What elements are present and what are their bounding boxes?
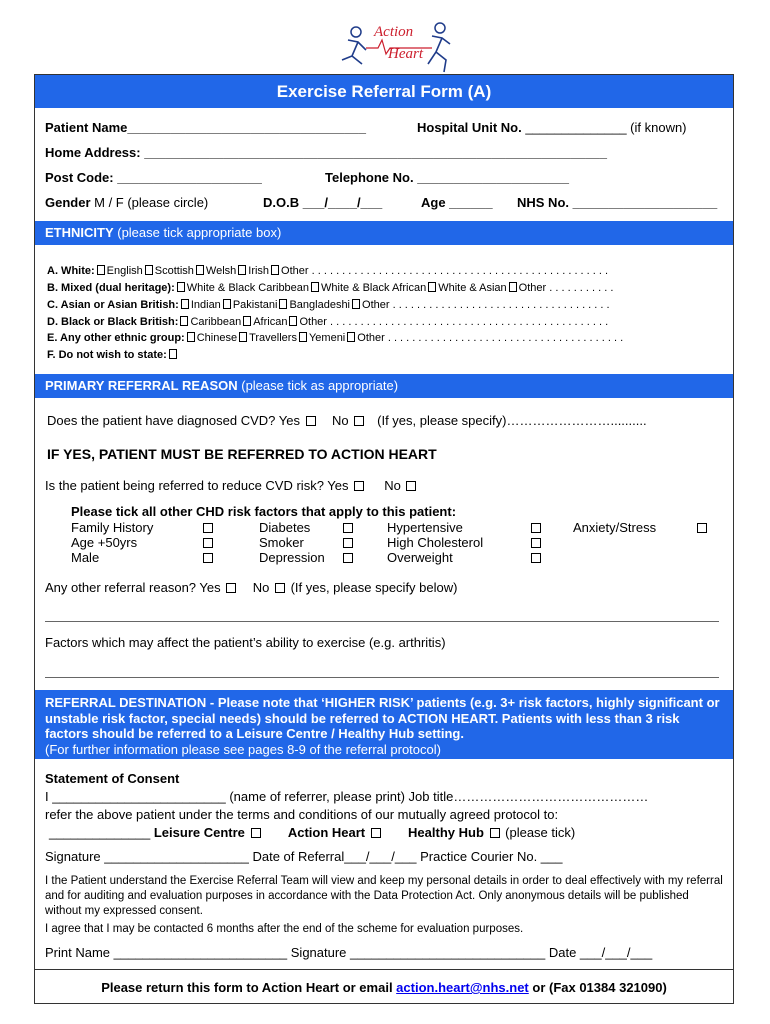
risk-factor-checkbox[interactable] bbox=[203, 538, 213, 548]
ethnicity-option-label: African bbox=[253, 316, 288, 328]
other-reason-line[interactable] bbox=[45, 621, 719, 622]
ethnicity-checkbox[interactable] bbox=[196, 265, 204, 275]
email-link[interactable]: action.heart@nhs.net bbox=[396, 980, 529, 995]
risk-factor-label: Hypertensive bbox=[387, 520, 463, 535]
ethnicity-option-label: White & Asian bbox=[438, 282, 507, 294]
cvd-specify: (If yes, please specify)…………………….......... bbox=[377, 413, 647, 428]
footer-prefix: Please return this form to Action Heart or email bbox=[101, 980, 397, 995]
risk-factors-heading: Please tick all other CHD risk factors that apply to this patient: bbox=[71, 504, 457, 519]
risk-factor-checkbox-cell bbox=[529, 535, 543, 550]
ethnicity-note: (please tick appropriate box) bbox=[113, 225, 282, 240]
reduce-yes-checkbox[interactable] bbox=[354, 481, 364, 491]
ethnicity-option-label: Other . . . . . . . . . . . . . . . . . . . . . . . . . . . . . . . . . . . . . . . . . . . . . . . . . bbox=[281, 265, 609, 277]
destination-choice bbox=[49, 825, 575, 840]
print-name-signature-row[interactable]: Print Name ________________________ Signature ___________________________ Date ___/___/___ bbox=[45, 945, 653, 960]
risk-factor-checkbox[interactable] bbox=[531, 553, 541, 563]
ethnicity-checkbox[interactable] bbox=[352, 299, 360, 309]
ethnicity-checkbox[interactable] bbox=[97, 265, 105, 275]
action-heart-logo bbox=[336, 20, 466, 76]
protocol-statement: refer the above patient under the terms and conditions of our mutually agreed protocol to: bbox=[45, 807, 559, 822]
action-heart-label: Action Heart bbox=[287, 825, 366, 840]
ethnicity-checkbox[interactable] bbox=[177, 282, 185, 292]
risk-factor-checkbox-cell bbox=[341, 550, 355, 565]
ethnicity-checkbox[interactable] bbox=[238, 265, 246, 275]
reduce-no-checkbox[interactable] bbox=[406, 481, 416, 491]
ethnicity-checkbox[interactable] bbox=[428, 282, 436, 292]
risk-factor-label: Family History bbox=[71, 520, 154, 535]
ethnicity-checkbox[interactable] bbox=[509, 282, 517, 292]
risk-factor-label: Diabetes bbox=[259, 520, 311, 535]
logo-text-action: Action bbox=[374, 24, 414, 40]
reduce-risk-question bbox=[45, 478, 418, 493]
ethnicity-heading: ETHNICITY bbox=[45, 225, 114, 240]
signature-row[interactable]: Signature ____________________ Date of Referral___/___/___ Practice Courier No. ___ bbox=[45, 849, 563, 864]
ethnicity-option-label: Other . . . . . . . . . . . . . . . . . . . . . . . . . . . . . . . . . . . . . . . bbox=[357, 332, 624, 344]
ethnicity-row bbox=[47, 332, 623, 344]
risk-factor-label: Smoker bbox=[259, 535, 304, 550]
risk-factor-checkbox[interactable] bbox=[697, 523, 707, 533]
risk-factor-checkbox[interactable] bbox=[203, 523, 213, 533]
destination-heading: REFERRAL DESTINATION bbox=[45, 695, 207, 710]
privacy-statement: I the Patient understand the Exercise Referral Team will view and keep my personal details in order to deal effectively with my referral and for auditing and evaluation purposes in accordance with the Data Protection Act. Only anonymous details will be published without my expressed consent. bbox=[45, 875, 723, 917]
leisure-centre-label: Leisure Centre bbox=[153, 825, 245, 840]
tick-note: (please tick) bbox=[505, 825, 576, 840]
other-reason-text: Any other referral reason? Yes bbox=[45, 580, 221, 595]
ethnicity-row bbox=[47, 349, 179, 361]
ethnicity-row-label: C. Asian or Asian British: bbox=[47, 299, 179, 311]
form-title: Exercise Referral Form (A) bbox=[35, 75, 733, 108]
leisure-centre-checkbox[interactable] bbox=[251, 828, 261, 838]
age-field[interactable]: Age ______ bbox=[421, 195, 493, 210]
ethnicity-option-label: Irish bbox=[248, 265, 270, 277]
footer-divider bbox=[35, 969, 733, 970]
healthy-hub-label: Healthy Hub bbox=[408, 825, 484, 840]
contact-agreement: I agree that I may be contacted 6 months after the end of the scheme for evaluation purposes. bbox=[45, 923, 524, 935]
ethnicity-option-label: Scottish bbox=[154, 265, 194, 277]
risk-factor-checkbox[interactable] bbox=[531, 523, 541, 533]
must-refer-notice: IF YES, PATIENT MUST BE REFERRED TO ACTION HEART bbox=[47, 446, 437, 462]
risk-factor-label: Depression bbox=[259, 550, 325, 565]
risk-factor-label: Age +50yrs bbox=[71, 535, 138, 550]
ethnicity-checkbox[interactable] bbox=[299, 332, 307, 342]
cvd-no-checkbox[interactable] bbox=[354, 416, 364, 426]
ethnicity-checkbox[interactable] bbox=[180, 316, 188, 326]
ethnicity-checkbox[interactable] bbox=[243, 316, 251, 326]
consent-heading: Statement of Consent bbox=[45, 771, 180, 786]
ethnicity-option-label: Other . . . . . . . . . . . . . . . . . . . . . . . . . . . . . . . . . . . . bbox=[362, 299, 610, 311]
home-address-field[interactable]: Home Address: ________________________________________________________________ bbox=[45, 145, 607, 160]
ethnicity-checkbox[interactable] bbox=[145, 265, 153, 275]
risk-factor-label: Anxiety/Stress bbox=[573, 520, 657, 535]
risk-factor-checkbox-cell bbox=[695, 520, 709, 535]
other-no-checkbox[interactable] bbox=[275, 583, 285, 593]
reduce-risk-text: Is the patient being referred to reduce CVD risk? Yes bbox=[45, 478, 349, 493]
ethnicity-checkbox[interactable] bbox=[311, 282, 319, 292]
risk-factor-checkbox-cell bbox=[201, 520, 215, 535]
ethnicity-option-label: Indian bbox=[190, 299, 221, 311]
hospital-unit-field[interactable] bbox=[417, 120, 687, 135]
post-code-field[interactable]: Post Code: ____________________ bbox=[45, 170, 262, 185]
ethnicity-checkbox[interactable] bbox=[279, 299, 287, 309]
risk-factor-checkbox[interactable] bbox=[343, 538, 353, 548]
factors-exercise-label: Factors which may affect the patient’s ability to exercise (e.g. arthritis) bbox=[45, 635, 446, 650]
cvd-question-text: Does the patient have diagnosed CVD? Yes bbox=[47, 413, 300, 428]
ethnicity-checkbox[interactable] bbox=[271, 265, 279, 275]
risk-factor-checkbox-cell bbox=[201, 535, 215, 550]
risk-factor-checkbox[interactable] bbox=[203, 553, 213, 563]
ethnicity-option-label: Welsh bbox=[205, 265, 237, 277]
healthy-hub-checkbox[interactable] bbox=[490, 828, 500, 838]
factors-exercise-line[interactable] bbox=[45, 677, 719, 678]
ethnicity-option-label: Other . . . . . . . . . . . . . . . . . . . . . . . . . . . . . . . . . . . . . . . . . . . . . . bbox=[299, 316, 609, 328]
destination-text: - Please note that ‘HIGHER RISK’ patients (e.g. 3+ risk factors, highly significant or unstable risk factor, special needs) should be referred to ACTION HEART. Patients with less than 3 risk factors should be referred to a Leisure Centre / Healthy Hub setting. bbox=[45, 695, 720, 741]
ethnicity-option-label: White & Black African bbox=[321, 282, 427, 294]
logo-text-heart: Heart bbox=[388, 46, 423, 62]
ethnicity-row bbox=[47, 282, 613, 294]
risk-factor-checkbox[interactable] bbox=[343, 553, 353, 563]
ethnicity-option-label: Pakistani bbox=[232, 299, 278, 311]
primary-note: (please tick as appropriate) bbox=[237, 378, 399, 393]
referrer-name-field[interactable]: I ________________________ (name of referrer, please print) Job title……………………………………… bbox=[45, 789, 649, 804]
risk-factor-checkbox-cell bbox=[529, 520, 543, 535]
ethnicity-option-label: Travellers bbox=[249, 332, 297, 344]
ethnicity-checkbox[interactable] bbox=[169, 349, 177, 359]
other-reason-question bbox=[45, 580, 457, 595]
ethnicity-option-label: English bbox=[106, 265, 143, 277]
hospital-unit-text: Hospital Unit No. ______________ (if known) bbox=[417, 120, 687, 135]
ethnicity-checkbox[interactable] bbox=[187, 332, 195, 342]
risk-factor-label: Overweight bbox=[387, 550, 453, 565]
other-no-label: No bbox=[252, 580, 270, 595]
other-yes-checkbox[interactable] bbox=[226, 583, 236, 593]
ethnicity-row bbox=[47, 265, 608, 277]
risk-factor-checkbox-cell bbox=[341, 535, 355, 550]
gender-field[interactable]: Gender M / F (please circle) bbox=[45, 195, 209, 210]
nhs-number-field[interactable]: NHS No. ____________________ bbox=[517, 195, 718, 210]
ethnicity-checkbox[interactable] bbox=[181, 299, 189, 309]
ethnicity-checkbox[interactable] bbox=[347, 332, 355, 342]
risk-factor-checkbox-cell bbox=[529, 550, 543, 565]
ethnicity-checkbox[interactable] bbox=[223, 299, 231, 309]
ethnicity-checkbox[interactable] bbox=[239, 332, 247, 342]
ethnicity-row-label: F. Do not wish to state: bbox=[47, 349, 167, 361]
ethnicity-header bbox=[35, 221, 733, 245]
referral-destination-box bbox=[35, 690, 733, 759]
ethnicity-row-label: B. Mixed (dual heritage): bbox=[47, 282, 175, 294]
ethnicity-row bbox=[47, 299, 610, 311]
footer-suffix: or (Fax 01384 321090) bbox=[528, 980, 667, 995]
other-specify: (If yes, please specify below) bbox=[290, 580, 458, 595]
ethnicity-row bbox=[47, 316, 608, 328]
risk-factor-checkbox[interactable] bbox=[343, 523, 353, 533]
ethnicity-row-label: D. Black or Black British: bbox=[47, 316, 179, 328]
ethnicity-option-label: White & Black Caribbean bbox=[186, 282, 310, 294]
ethnicity-row-label: A. White: bbox=[47, 265, 95, 277]
risk-factor-checkbox-cell bbox=[201, 550, 215, 565]
risk-factor-checkbox[interactable] bbox=[531, 538, 541, 548]
reduce-no-label: No bbox=[384, 478, 401, 493]
cvd-yes-checkbox[interactable] bbox=[306, 416, 316, 426]
cvd-no-label: No bbox=[332, 413, 349, 428]
ethnicity-checkbox[interactable] bbox=[289, 316, 297, 326]
telephone-field[interactable]: Telephone No. _____________________ bbox=[325, 170, 570, 185]
risk-factor-label: High Cholesterol bbox=[387, 535, 484, 550]
risk-factor-label: Male bbox=[71, 550, 100, 565]
ethnicity-option-label: Caribbean bbox=[190, 316, 242, 328]
risk-factor-checkbox-cell bbox=[341, 520, 355, 535]
dob-field[interactable]: D.O.B ___/____/___ bbox=[263, 195, 383, 210]
return-instructions bbox=[35, 980, 733, 995]
primary-referral-header bbox=[35, 374, 733, 398]
ethnicity-option-label: Bangladeshi bbox=[289, 299, 351, 311]
action-heart-checkbox[interactable] bbox=[371, 828, 381, 838]
cvd-question bbox=[47, 413, 647, 428]
destination-blank: ______________ bbox=[49, 825, 151, 840]
ethnicity-row-label: E. Any other ethnic group: bbox=[47, 332, 185, 344]
ethnicity-option-label: Chinese bbox=[196, 332, 238, 344]
destination-note: (For further information please see pages 8-9 of the referral protocol) bbox=[45, 741, 441, 757]
patient-name-field[interactable]: Patient Name_________________________________ bbox=[45, 120, 366, 135]
primary-heading: PRIMARY REFERRAL REASON bbox=[45, 378, 238, 393]
ethnicity-option-label: Yemeni bbox=[308, 332, 346, 344]
ethnicity-option-label: Other . . . . . . . . . . . bbox=[518, 282, 614, 294]
referral-form bbox=[34, 74, 734, 1004]
